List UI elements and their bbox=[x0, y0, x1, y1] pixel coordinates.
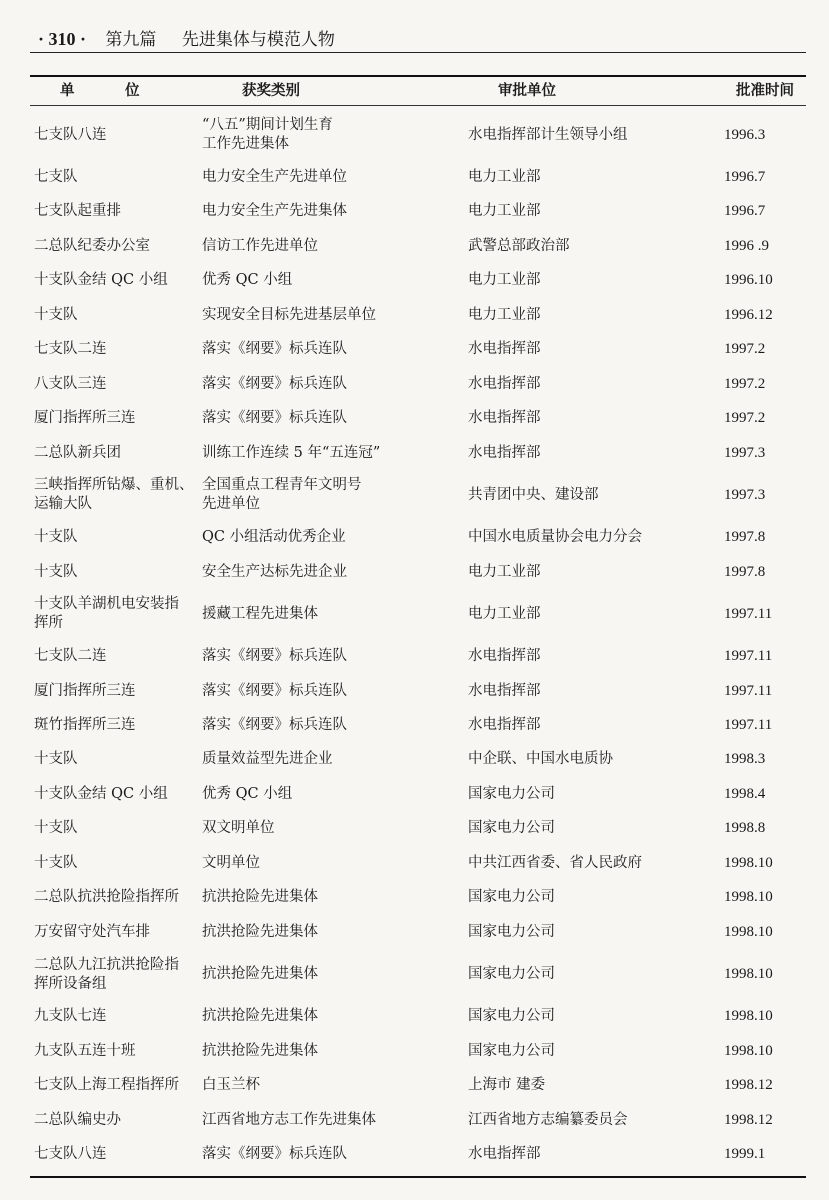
cell-approver-text: 共青团中央、建设部 bbox=[468, 486, 599, 503]
table-top-rule bbox=[30, 75, 806, 77]
cell-approver-text: 江西省地方志编纂委员会 bbox=[468, 1111, 628, 1128]
table-row bbox=[30, 520, 806, 555]
cell-unit-text: 七支队 bbox=[34, 168, 78, 185]
cell-unit-text: 七支队八连 bbox=[34, 126, 107, 143]
cell-approver bbox=[468, 915, 708, 950]
cell-unit bbox=[34, 743, 204, 778]
cell-time bbox=[724, 674, 804, 709]
cell-award bbox=[202, 367, 452, 402]
cell-award bbox=[202, 160, 452, 195]
column-header-time: 批准时间 bbox=[736, 83, 794, 99]
cell-approver-text: 国家电力公司 bbox=[468, 966, 555, 983]
cell-approver-text: 中企联、中国水电质协 bbox=[468, 751, 613, 768]
cell-unit-text: 十支队 bbox=[34, 563, 78, 580]
page-number: · 310 · bbox=[38, 29, 87, 49]
cell-unit bbox=[34, 846, 204, 881]
cell-approver bbox=[468, 1000, 708, 1035]
cell-award bbox=[202, 401, 452, 436]
cell-award bbox=[202, 1069, 452, 1104]
cell-approver bbox=[468, 1069, 708, 1104]
cell-time-text: 1998.4 bbox=[724, 785, 766, 802]
cell-time-text: 1998.10 bbox=[724, 923, 773, 940]
cell-time bbox=[724, 1138, 804, 1173]
cell-approver bbox=[468, 229, 708, 264]
cell-award-text: 落实《纲要》标兵连队 bbox=[202, 1146, 347, 1163]
cell-award-text: 江西省地方志工作先进集体 bbox=[202, 1111, 376, 1128]
table-row bbox=[30, 229, 806, 264]
cell-unit bbox=[34, 950, 204, 1000]
table-row bbox=[30, 332, 806, 367]
cell-time-text: 1997.3 bbox=[724, 486, 766, 503]
column-header-rule bbox=[30, 105, 806, 106]
cell-time-text: 1999.1 bbox=[724, 1146, 766, 1163]
cell-approver bbox=[468, 470, 708, 520]
cell-award-text: 电力安全生产先进集体 bbox=[202, 203, 347, 220]
cell-unit-text: 二总队新兵团 bbox=[34, 444, 121, 461]
cell-unit-text: 厦门指挥所三连 bbox=[34, 410, 136, 427]
cell-award-text: 抗洪抢险先进集体 bbox=[202, 1008, 318, 1025]
page-header bbox=[38, 28, 798, 60]
cell-award bbox=[202, 1034, 452, 1069]
cell-award-text: 优秀 QC 小组 bbox=[202, 272, 293, 289]
cell-time-text: 1998.12 bbox=[724, 1111, 773, 1128]
cell-award-text: 质量效益型先进企业 bbox=[202, 751, 333, 768]
cell-time-text: 1997.3 bbox=[724, 444, 766, 461]
table-row bbox=[30, 639, 806, 674]
cell-award bbox=[202, 674, 452, 709]
cell-approver bbox=[468, 1138, 708, 1173]
cell-time-text: 1998.8 bbox=[724, 820, 766, 837]
column-header-unit: 单 位 bbox=[60, 83, 158, 99]
column-header-approver: 审批单位 bbox=[498, 83, 556, 99]
cell-unit-text: 七支队八连 bbox=[34, 1146, 107, 1163]
cell-unit bbox=[34, 915, 204, 950]
cell-award bbox=[202, 1138, 452, 1173]
table-row bbox=[30, 708, 806, 743]
cell-unit bbox=[34, 110, 204, 160]
cell-unit bbox=[34, 367, 204, 402]
cell-approver bbox=[468, 160, 708, 195]
cell-award-text: 落实《纲要》标兵连队 bbox=[202, 410, 347, 427]
cell-time-text: 1998.10 bbox=[724, 966, 773, 983]
cell-award bbox=[202, 639, 452, 674]
cell-award bbox=[202, 332, 452, 367]
cell-time-text: 1997.11 bbox=[724, 605, 773, 622]
cell-time-text: 1997.11 bbox=[724, 716, 773, 733]
part-title: 先进集体与模范人物 bbox=[181, 30, 335, 50]
cell-approver bbox=[468, 639, 708, 674]
cell-approver-text: 上海市 建委 bbox=[468, 1077, 546, 1094]
cell-unit bbox=[34, 555, 204, 590]
cell-unit-text: 十支队羊湖机电安装指 挥所 bbox=[34, 596, 179, 632]
cell-time bbox=[724, 708, 804, 743]
cell-approver-text: 水电指挥部 bbox=[468, 716, 541, 733]
cell-award bbox=[202, 777, 452, 812]
table-row bbox=[30, 401, 806, 436]
cell-award-text: 抗洪抢险先进集体 bbox=[202, 966, 318, 983]
cell-time-text: 1997.11 bbox=[724, 648, 773, 665]
table-row bbox=[30, 1069, 806, 1104]
cell-time-text: 1997.2 bbox=[724, 410, 766, 427]
cell-approver-text: 水电指挥部 bbox=[468, 341, 541, 358]
cell-unit bbox=[34, 1034, 204, 1069]
cell-unit-text: 三峡指挥所钻爆、重机、 运输大队 bbox=[34, 477, 194, 513]
cell-unit-text: 二总队编史办 bbox=[34, 1111, 121, 1128]
cell-award-text: 抗洪抢险先进集体 bbox=[202, 923, 318, 940]
table-row bbox=[30, 846, 806, 881]
cell-approver bbox=[468, 520, 708, 555]
cell-unit bbox=[34, 1000, 204, 1035]
table-row bbox=[30, 743, 806, 778]
cell-time-text: 1996.7 bbox=[724, 203, 766, 220]
cell-unit-text: 七支队起重排 bbox=[34, 203, 121, 220]
table-row bbox=[30, 881, 806, 916]
cell-award-text: 落实《纲要》标兵连队 bbox=[202, 716, 347, 733]
cell-approver-text: 国家电力公司 bbox=[468, 785, 555, 802]
cell-award bbox=[202, 470, 452, 520]
table-row bbox=[30, 950, 806, 1000]
cell-award-text: 优秀 QC 小组 bbox=[202, 785, 293, 802]
cell-unit-text: 十支队 bbox=[34, 529, 78, 546]
cell-award bbox=[202, 1000, 452, 1035]
cell-approver-text: 国家电力公司 bbox=[468, 820, 555, 837]
table-row bbox=[30, 589, 806, 639]
cell-award bbox=[202, 195, 452, 230]
cell-unit-text: 九支队七连 bbox=[34, 1008, 107, 1025]
cell-award bbox=[202, 881, 452, 916]
cell-time bbox=[724, 160, 804, 195]
cell-approver bbox=[468, 1034, 708, 1069]
cell-time bbox=[724, 298, 804, 333]
cell-unit bbox=[34, 1138, 204, 1173]
cell-unit bbox=[34, 401, 204, 436]
cell-award bbox=[202, 589, 452, 639]
cell-approver-text: 国家电力公司 bbox=[468, 1008, 555, 1025]
table-row bbox=[30, 367, 806, 402]
cell-unit bbox=[34, 520, 204, 555]
cell-award-text: 文明单位 bbox=[202, 854, 260, 871]
cell-award-text: 抗洪抢险先进集体 bbox=[202, 1042, 318, 1059]
cell-unit bbox=[34, 812, 204, 847]
cell-time-text: 1997.8 bbox=[724, 563, 766, 580]
table-row bbox=[30, 160, 806, 195]
cell-award-text: 训练工作连续 5 年“五连冠” bbox=[202, 444, 381, 461]
cell-approver bbox=[468, 298, 708, 333]
cell-unit-text: 十支队 bbox=[34, 854, 78, 871]
table-row bbox=[30, 555, 806, 590]
cell-time bbox=[724, 915, 804, 950]
cell-approver-text: 水电指挥部 bbox=[468, 410, 541, 427]
cell-time-text: 1996.3 bbox=[724, 126, 766, 143]
cell-award bbox=[202, 846, 452, 881]
cell-unit bbox=[34, 639, 204, 674]
cell-award bbox=[202, 555, 452, 590]
cell-award bbox=[202, 229, 452, 264]
cell-time-text: 1998.3 bbox=[724, 751, 766, 768]
cell-approver bbox=[468, 777, 708, 812]
cell-time-text: 1998.10 bbox=[724, 889, 773, 906]
column-header-award: 获奖类别 bbox=[242, 83, 300, 99]
table-row bbox=[30, 263, 806, 298]
cell-time bbox=[724, 367, 804, 402]
cell-award-text: 落实《纲要》标兵连队 bbox=[202, 341, 347, 358]
cell-approver bbox=[468, 812, 708, 847]
cell-approver bbox=[468, 674, 708, 709]
cell-time-text: 1998.10 bbox=[724, 854, 773, 871]
cell-time bbox=[724, 470, 804, 520]
cell-time bbox=[724, 1069, 804, 1104]
cell-unit-text: 七支队二连 bbox=[34, 341, 107, 358]
cell-approver bbox=[468, 332, 708, 367]
cell-time bbox=[724, 846, 804, 881]
cell-approver bbox=[468, 436, 708, 471]
cell-time bbox=[724, 589, 804, 639]
cell-unit bbox=[34, 195, 204, 230]
cell-approver-text: 水电指挥部 bbox=[468, 375, 541, 392]
cell-time-text: 1997.2 bbox=[724, 341, 766, 358]
cell-approver-text: 电力工业部 bbox=[468, 563, 541, 580]
cell-approver-text: 水电指挥部 bbox=[468, 648, 541, 665]
cell-unit-text: 十支队 bbox=[34, 306, 78, 323]
cell-approver-text: 水电指挥部 bbox=[468, 1146, 541, 1163]
cell-unit bbox=[34, 436, 204, 471]
cell-time bbox=[724, 555, 804, 590]
table-row bbox=[30, 915, 806, 950]
cell-time-text: 1997.11 bbox=[724, 682, 773, 699]
cell-award-text: 落实《纲要》标兵连队 bbox=[202, 648, 347, 665]
cell-approver-text: 国家电力公司 bbox=[468, 923, 555, 940]
cell-time-text: 1997.2 bbox=[724, 375, 766, 392]
cell-award-text: 落实《纲要》标兵连队 bbox=[202, 682, 347, 699]
cell-approver bbox=[468, 881, 708, 916]
cell-unit-text: 七支队上海工程指挥所 bbox=[34, 1077, 179, 1094]
cell-approver-text: 国家电力公司 bbox=[468, 889, 555, 906]
cell-time bbox=[724, 401, 804, 436]
cell-approver bbox=[468, 846, 708, 881]
table-row bbox=[30, 195, 806, 230]
cell-award bbox=[202, 743, 452, 778]
cell-award-text: 安全生产达标先进企业 bbox=[202, 563, 347, 580]
table-row bbox=[30, 110, 806, 160]
cell-approver bbox=[468, 195, 708, 230]
cell-unit-text: 万安留守处汽车排 bbox=[34, 923, 150, 940]
cell-award bbox=[202, 708, 452, 743]
table-row bbox=[30, 777, 806, 812]
cell-award-text: QC 小组活动优秀企业 bbox=[202, 529, 346, 546]
cell-time-text: 1996.7 bbox=[724, 168, 766, 185]
cell-award-text: 落实《纲要》标兵连队 bbox=[202, 375, 347, 392]
cell-award bbox=[202, 915, 452, 950]
cell-time-text: 1997.8 bbox=[724, 529, 766, 546]
cell-unit-text: 十支队 bbox=[34, 820, 78, 837]
cell-time bbox=[724, 743, 804, 778]
table-bottom-rule bbox=[30, 1176, 806, 1178]
cell-time-text: 1998.12 bbox=[724, 1077, 773, 1094]
cell-time-text: 1996.12 bbox=[724, 306, 773, 323]
table-row bbox=[30, 1138, 806, 1173]
cell-unit bbox=[34, 1069, 204, 1104]
cell-award-text: 电力安全生产先进单位 bbox=[202, 168, 347, 185]
cell-time-text: 1996 .9 bbox=[724, 237, 769, 254]
table-row bbox=[30, 812, 806, 847]
cell-approver-text: 武警总部政治部 bbox=[468, 237, 570, 254]
cell-unit-text: 厦门指挥所三连 bbox=[34, 682, 136, 699]
cell-time-text: 1998.10 bbox=[724, 1008, 773, 1025]
cell-award bbox=[202, 812, 452, 847]
cell-unit bbox=[34, 589, 204, 639]
cell-award-text: 援藏工程先进集体 bbox=[202, 605, 318, 622]
cell-unit bbox=[34, 777, 204, 812]
cell-award bbox=[202, 298, 452, 333]
cell-time bbox=[724, 812, 804, 847]
cell-approver-text: 电力工业部 bbox=[468, 605, 541, 622]
cell-award bbox=[202, 520, 452, 555]
cell-unit bbox=[34, 881, 204, 916]
table-row bbox=[30, 674, 806, 709]
cell-approver bbox=[468, 1103, 708, 1138]
part-label: 第九篇 bbox=[105, 30, 157, 50]
cell-unit-text: 八支队三连 bbox=[34, 375, 107, 392]
cell-time bbox=[724, 263, 804, 298]
cell-approver-text: 水电指挥部 bbox=[468, 444, 541, 461]
cell-unit bbox=[34, 470, 204, 520]
cell-award bbox=[202, 950, 452, 1000]
cell-approver bbox=[468, 950, 708, 1000]
cell-unit bbox=[34, 674, 204, 709]
cell-approver-text: 中共江西省委、省人民政府 bbox=[468, 854, 642, 871]
cell-unit-text: 十支队金结 QC 小组 bbox=[34, 272, 168, 289]
cell-approver-text: 电力工业部 bbox=[468, 306, 541, 323]
cell-time bbox=[724, 436, 804, 471]
cell-time-text: 1996.10 bbox=[724, 272, 773, 289]
table-row bbox=[30, 298, 806, 333]
table-row bbox=[30, 470, 806, 520]
cell-time bbox=[724, 1000, 804, 1035]
cell-approver bbox=[468, 367, 708, 402]
cell-approver-text: 电力工业部 bbox=[468, 272, 541, 289]
cell-award bbox=[202, 1103, 452, 1138]
cell-approver-text: 中国水电质量协会电力分会 bbox=[468, 529, 642, 546]
cell-time bbox=[724, 332, 804, 367]
cell-approver-text: 水电指挥部 bbox=[468, 682, 541, 699]
cell-unit bbox=[34, 229, 204, 264]
cell-unit-text: 九支队五连十班 bbox=[34, 1042, 136, 1059]
cell-unit-text: 十支队 bbox=[34, 751, 78, 768]
cell-award-text: 双文明单位 bbox=[202, 820, 275, 837]
cell-time bbox=[724, 195, 804, 230]
cell-award-text: 信访工作先进单位 bbox=[202, 237, 318, 254]
cell-approver bbox=[468, 401, 708, 436]
table-row bbox=[30, 1103, 806, 1138]
cell-time bbox=[724, 777, 804, 812]
cell-unit-text: 七支队二连 bbox=[34, 648, 107, 665]
header-rule bbox=[30, 52, 806, 53]
cell-time bbox=[724, 520, 804, 555]
cell-unit bbox=[34, 263, 204, 298]
cell-unit bbox=[34, 708, 204, 743]
cell-award bbox=[202, 110, 452, 160]
cell-unit bbox=[34, 298, 204, 333]
cell-approver-text: 电力工业部 bbox=[468, 168, 541, 185]
cell-approver-text: 国家电力公司 bbox=[468, 1042, 555, 1059]
cell-unit bbox=[34, 160, 204, 195]
cell-approver bbox=[468, 263, 708, 298]
cell-approver-text: 电力工业部 bbox=[468, 203, 541, 220]
cell-unit-text: 二总队九江抗洪抢险指 挥所设备组 bbox=[34, 956, 179, 992]
cell-unit-text: 二总队纪委办公室 bbox=[34, 237, 150, 254]
cell-time-text: 1998.10 bbox=[724, 1042, 773, 1059]
cell-unit-text: 二总队抗洪抢险指挥所 bbox=[34, 889, 179, 906]
cell-unit-text: 斑竹指挥所三连 bbox=[34, 716, 136, 733]
cell-award-text: 全国重点工程青年文明号 先进单位 bbox=[202, 477, 362, 513]
table-header bbox=[30, 78, 806, 104]
cell-time bbox=[724, 881, 804, 916]
cell-approver-text: 水电指挥部计生领导小组 bbox=[468, 126, 628, 143]
cell-award bbox=[202, 263, 452, 298]
cell-unit bbox=[34, 332, 204, 367]
cell-approver bbox=[468, 589, 708, 639]
table-row bbox=[30, 436, 806, 471]
cell-time bbox=[724, 950, 804, 1000]
cell-time bbox=[724, 1034, 804, 1069]
cell-award-text: 实现安全目标先进基层单位 bbox=[202, 306, 376, 323]
cell-unit bbox=[34, 1103, 204, 1138]
cell-award bbox=[202, 436, 452, 471]
cell-approver bbox=[468, 110, 708, 160]
cell-approver bbox=[468, 708, 708, 743]
table-row bbox=[30, 1034, 806, 1069]
table-row bbox=[30, 1000, 806, 1035]
cell-time bbox=[724, 639, 804, 674]
cell-approver bbox=[468, 743, 708, 778]
cell-award-text: 白玉兰杯 bbox=[202, 1077, 260, 1094]
cell-time bbox=[724, 1103, 804, 1138]
cell-approver bbox=[468, 555, 708, 590]
cell-time bbox=[724, 229, 804, 264]
cell-unit-text: 十支队金结 QC 小组 bbox=[34, 785, 168, 802]
cell-time bbox=[724, 110, 804, 160]
cell-award-text: 抗洪抢险先进集体 bbox=[202, 889, 318, 906]
cell-award-text: “八五”期间计划生育 工作先进集体 bbox=[202, 117, 333, 152]
